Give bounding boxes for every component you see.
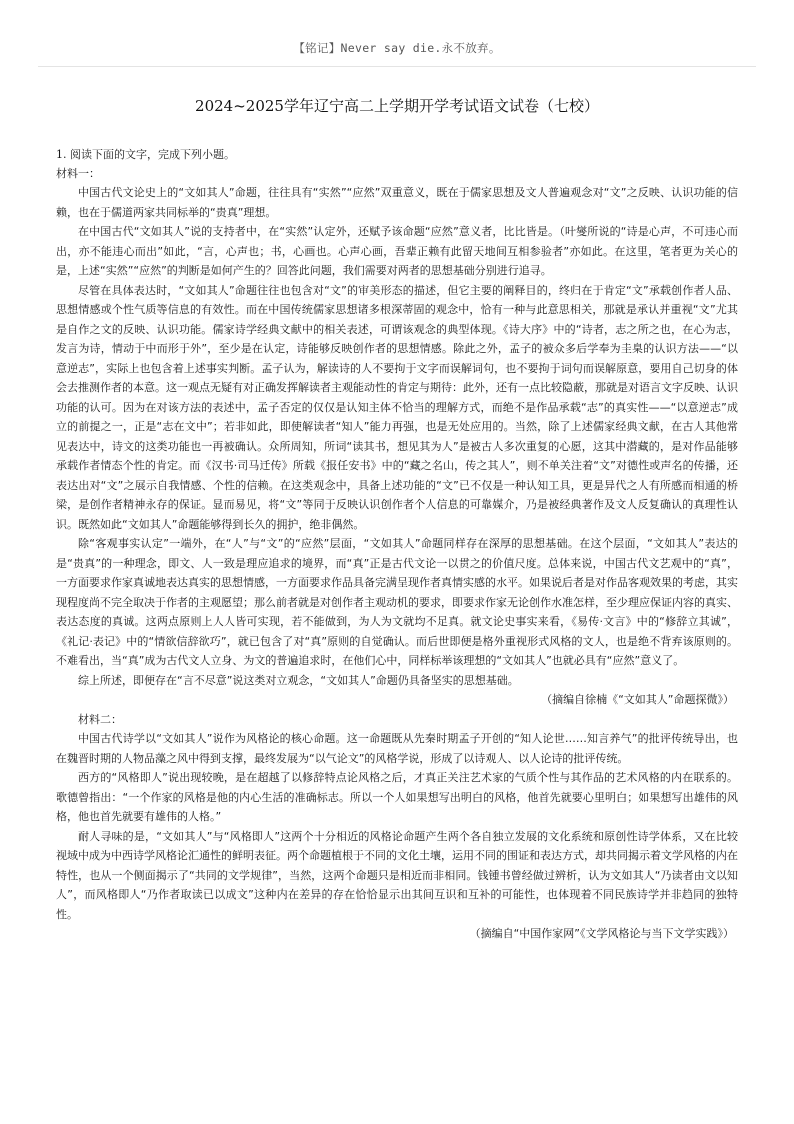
header-divider [38,66,756,67]
page-header-motto: 【铭记】Never say die.永不放弃。 [293,41,501,55]
material-one-paragraph: 中国古代文论史上的“文如其人”命题，往往具有“实然”“应然”双重意义，既在于儒家思想及文人普遍观念对“文”之反映、认识功能的信赖，也在于儒道两家共同标举的“贵真”理想。 [56,186,738,219]
material-one-paragraph: 尽管在具体表达时，“文如其人”命题往往也包含对“文”的审美形态的描述，但它主要的阐释目的，终归在于肯定“文”承载创作者人品、思想情感或个性气质等信息的有效性。而在中国传统儒家思想诸多根深蒂固的观念中，恰有一种与此意思相关，那就是承认并重视“文”尤其是自作之文的反映、认识功能。儒家诗学经典文献中的相关表述，可谓该观念的典型体现。《诗大序》中的“诗者，志之所之也，在心为志，发言为诗，情动于中而形于外”，至少是在认定，诗能够反映创作者的思想情感。除此之外，孟子的被众多后学奉为圭臬的认识方法——“以意逆志”，实际上也包含着上述事实判断。孟子认为，解读诗的人不要拘于文字而误解词句，也不要拘于词句而误解原意，要用自己切身的体会去推测作者的本意。这一观点无疑有对正确发挥解读者主观能动性的肯定与期待：此外，还有一点比较隐蔽，那就是对语言文字反映、认识功能的认可。因为在对该方法的表述中，孟子否定的仅仅是认知主体不恰当的理解方式，而绝不是作品承载“志”的真实性——“以意逆志”成立的前提之一，正是“志在文中”；若非如此，即使解读者“知人”能力再强，也是无处应用的。当然，除了上述儒家经典文献，在古人其他常见表达中，诗文的这类功能也一再被确认。众所周知，所词“读其书，想见其为人”是被古人多次重复的心愿，这其中潜藏的，是对作品能够承载作者情态个性的肯定。而《汉书·司马迁传》所载《报任安书》中的“藏之名山，传之其人”，则不单关注着“文”对德性或声名的传播，还表达出对“文”之展示自我情感、个性的信赖。在这类观念中，具备上述功能的“文”已不仅是一种认知工具，更是异代之人有所感而相通的桥梁，是创作者精神永存的保证。显而易见，将“文”等同于反映认识创作者个人信息的可靠媒介，乃是被经典著作及文人反复确认的真理性认识。既然如此“文如其人”命题能够得到长久的拥护，绝非偶然。 [56,283,738,531]
material-two-source: （摘编自“中国作家网”《文学风格论与当下文学实践》） [469,927,734,940]
page-title: 2024~2025学年辽宁高二上学期开学考试语文试卷（七校） [195,97,599,115]
material-one-paragraph: 除“客观事实认定”一端外，在“人”与“文”的“应然”层面，“文如其人”命题同样存在深厚的思想基础。在这个层面，“文如其人”表达的是“贵真”的一种理念，即文、人一致是理应追求的境界，而“真”正是古代文论一以贯之的价值尺度。总体来说，中国古代文艺观中的“真”，一方面要求作家真诚地表达真实的思想情感，一方面要求作品具备完满呈现作者真情实感的水平。如果说后者是对作品客观效果的考虑，其实现程度尚不完全取决于作者的主观愿望；那么前者就是对创作者主观动机的要求，即要求作家无论创作水准怎样，至少理应保证内容的真实、表达态度的真诚。这两点原则上人人皆可实现，若不能做到，为人为文就均不足真。就文论史事实来看，《易传·文言》中的“修辞立其诚”，《礼记·表记》中的“情欲信辞欲巧”，就已包含了对“真”原则的自觉确认。而后世即便是格外重视形式风格的文人，也是绝不背弃该原则的。不难看出，当“真”成为古代文人立身、为文的普遍追求时，在他们心中，同样标举该理想的“文如其人”也就必具有“应然”意义了。 [56,537,738,667]
material-one-paragraph: 在中国古代“文如其人”说的支持者中，在“实然”认定外，还赋予该命题“应然”意义者，比比皆是。（叶燮所说的“诗是心声，不可违心而出，亦不能违心而出”如此，“言，心声也；书，心画也。心声心画，吾辈正赖有此留天地间互相参验者”亦如此。在这里，笔者更为关心的是，上述“实然”“应然”的判断是如何产生的？回答此问题，我们需要对两者的思想基础分别进行追寻。 [56,225,738,277]
material-one-label: 材料一： [56,167,100,180]
question-body [56,145,738,944]
question-prompt: 1. 阅读下面的文字，完成下列小题。 [56,148,235,161]
material-two-paragraph: 西方的“风格即人”说出现较晚，是在超越了以修辞特点论风格之后，才真正关注艺术家的气质个性与其作品的艺术风格的内在联系的。歌德曾指出：“一个作家的风格是他的内心生活的准确标志。所以一个人如果想写出明白的风格，他首先就要心里明白；如果想写出雄伟的风格，他也首先就要有雄伟的人格。” [56,771,738,823]
material-one-source: （摘编自徐楠《“文如其人”命题探微》） [541,693,734,706]
material-one-paragraph: 综上所述，即便存在“言不尽意”说这类对立观念，“文如其人”命题仍具备坚实的思想基础。 [78,673,519,687]
material-two-paragraph: 耐人寻味的是，“文如其人”与“风格即人”这两个十分相近的风格论命题产生两个各自独立发展的文化系统和原创性诗学体系，又在比较视域中成为中西诗学风格论汇通性的鲜明表征。两个命题植根于不同的文化土壤，运用不同的围证和表达方式，却共同揭示着文学风格的内在特性，也从一个侧面揭示了“共同的文学规律”，当然，这两个命题只是相近而非相同。钱锺书曾经做过辨析，认为文如其人“乃读者由文以知人”，而风格即人“乃作者取读已以成文”这种内在差异的存在恰恰显示出其间互识和互补的可能性，也体现着不同民族诗学并非趋同的独特性。 [56,829,738,921]
material-two-label: 材料二： [78,712,122,726]
material-two-paragraph: 中国古代诗学以“文如其人”说作为风格论的核心命题。这一命题既从先秦时期孟子开创的“知人论世……知言养气”的批评传统导出，也在魏晋时期的人物品藻之风中得到支撑，最终发展为“以气论文”的风格学说，形成了以诗观人、以人论诗的批评传统。 [56,732,738,765]
